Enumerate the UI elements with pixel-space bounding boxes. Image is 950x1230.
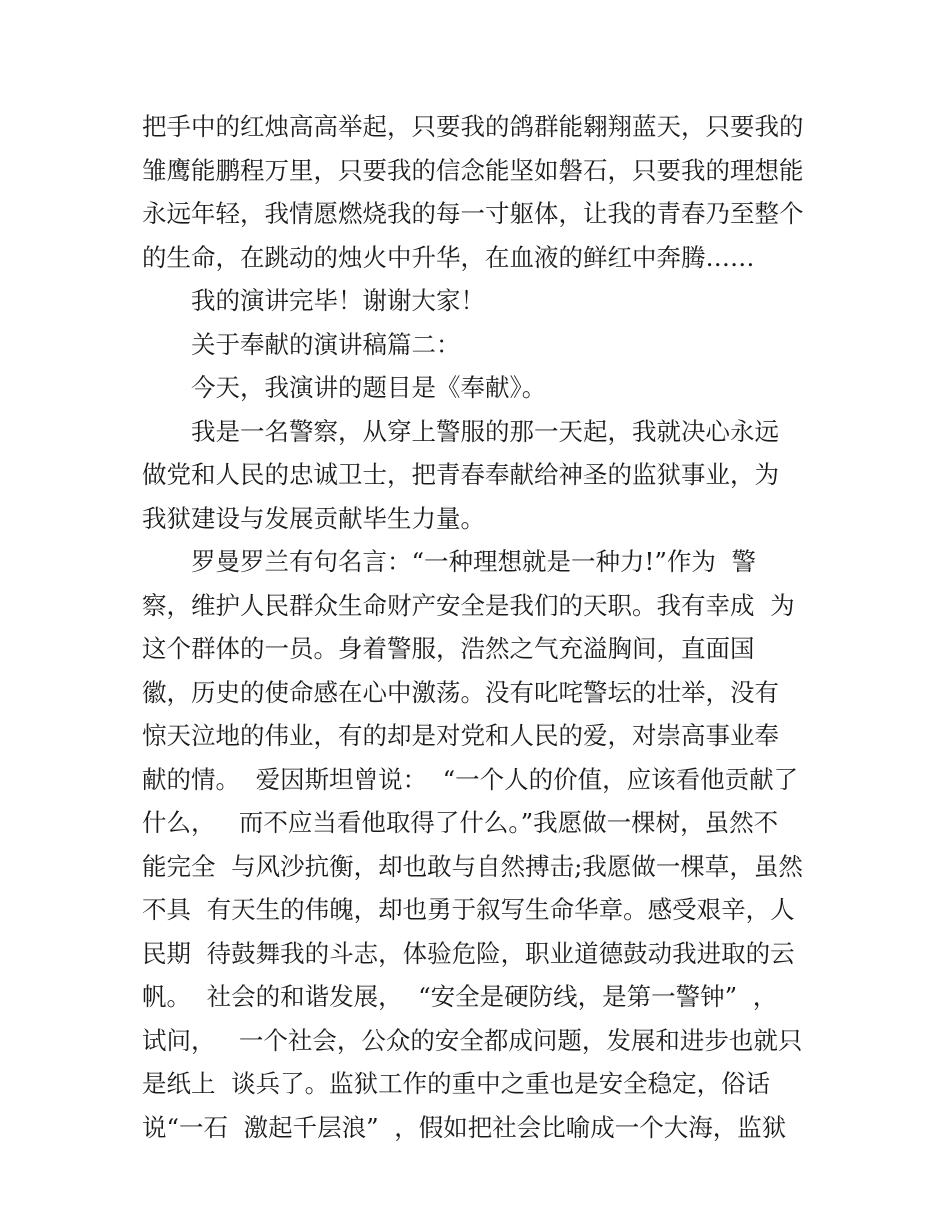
text-line: 做党和人民的忠诚卫士，把青春奉献给神圣的监狱事业，为	[142, 460, 779, 489]
text-line: 是纸上 谈兵了。监狱工作的重中之重也是安全稳定，俗话	[142, 1069, 771, 1098]
text-line: 不具 有天生的伟魄，却也勇于叙写生命华章。感受艰辛，人	[142, 895, 795, 924]
text-line: 我狱建设与发展贡献毕生力量。	[142, 503, 485, 533]
text-line: 我是一名警察，从穿上警服的那一天起，我就决心永远	[191, 416, 779, 446]
text-line: 帆。 社会的和谐发展， “安全是硬防线，是第一警钟” ，	[142, 982, 778, 1011]
text-line: 能完全 与风沙抗衡，却也敢与自然搏击;我愿做一棵草，虽然	[142, 851, 803, 881]
text-line: 说“一石 激起千层浪” ，假如把社会比喻成一个大海，监狱	[142, 1112, 787, 1142]
text-line: 我的演讲完毕！谢谢大家！	[191, 286, 485, 315]
text-line: 把手中的红烛高高举起，只要我的鸽群能翱翔蓝天，只要我的	[142, 112, 804, 141]
text-line: 雏鹰能鹏程万里，只要我的信念能坚如磐石，只要我的理想能	[142, 155, 804, 185]
text-line: 徽，历史的使命感在心中激荡。没有叱咤警坛的壮举，没有	[142, 677, 779, 707]
text-line: 永远年轻，我情愿燃烧我的每一寸躯体，让我的青春乃至整个	[142, 199, 804, 228]
text-line: 察，维护人民群众生命财产安全是我们的天职。我有幸成 为	[142, 590, 795, 620]
text-line: 罗曼罗兰有句名言：“一种理想就是一种力!”作为 警	[191, 547, 756, 576]
text-line: 关于奉献的演讲稿篇二：	[191, 329, 461, 359]
text-line: 民期 待鼓舞我的斗志，体验危险，职业道德鼓动我进取的云	[142, 938, 795, 968]
text-line: 惊天泣地的伟业，有的却是对党和人民的爱，对崇高事业奉	[142, 721, 779, 750]
text-line: 的生命，在跳动的烛火中升华，在血液的鲜红中奔腾……	[142, 242, 755, 272]
text-line: 今天，我演讲的题目是《奉献》。	[191, 373, 547, 402]
text-line: 什么， 而不应当看他取得了什么。”我愿做一棵树，虽然不	[142, 808, 779, 837]
text-line: 这个群体的一员。身着警服，浩然之气充溢胸间，直面国	[142, 634, 755, 663]
speech-body-text	[142, 105, 822, 1149]
text-line: 献的情。 爱因斯坦曾说： “一个人的价值，应该看他贡献了	[142, 764, 799, 794]
text-line: 试问， 一个社会，公众的安全都成问题，发展和进步也就只	[142, 1025, 803, 1055]
